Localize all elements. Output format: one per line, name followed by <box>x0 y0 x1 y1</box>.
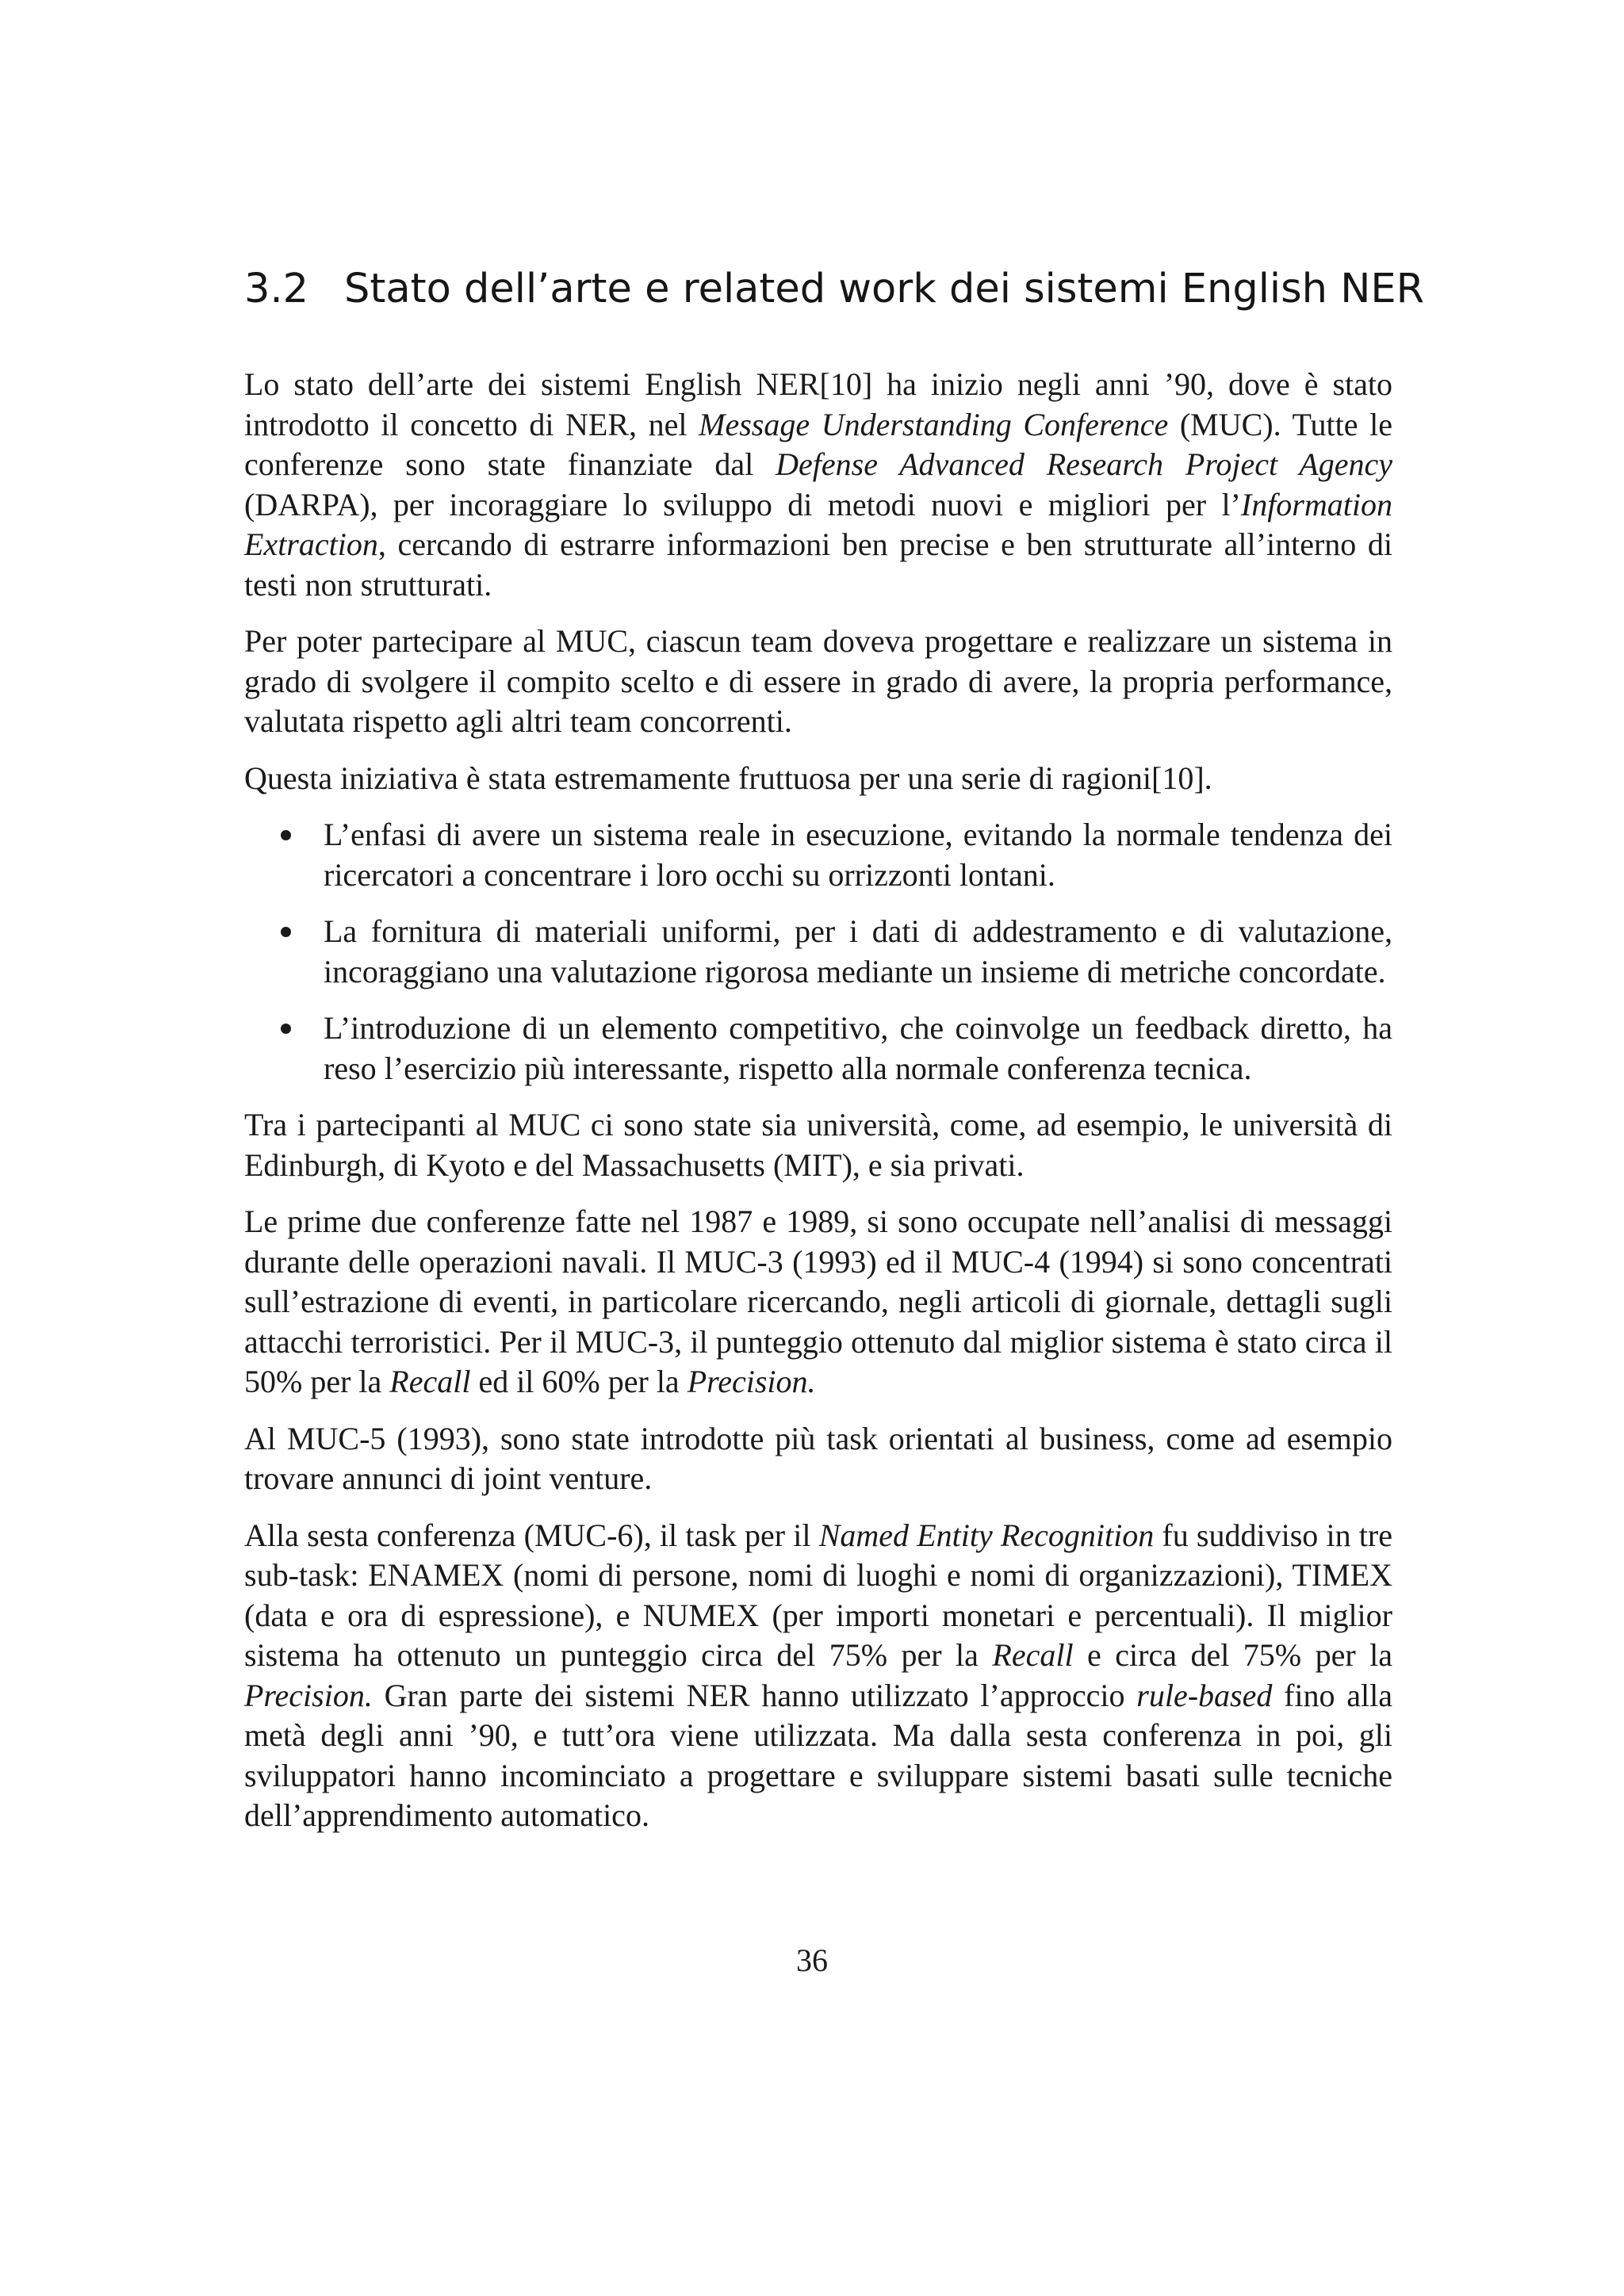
text-run: fu suddiviso in tre sub-task: ENAMEX (nomi di persone, nomi di luoghi e nomi di organizzazioni), TIMEX (data e ora di espressione), e NUMEX (per importi monetari e percentuali). Il miglior sistema ha ottenuto un punteggio circa del 75% per la <box>244 1517 1392 1673</box>
body-text <box>244 365 1392 1853</box>
text-run: , cercando di estrarre informazioni ben precise e ben strutturate all’interno di testi non strutturati. <box>244 526 1392 603</box>
italic-term: Defense Advanced Research Project Agency <box>776 446 1392 482</box>
paragraph-initiative: Questa iniziativa è stata estremamente fruttuosa per una serie di ragioni[10]. <box>244 760 1212 796</box>
section-number: 3.2 <box>244 266 309 312</box>
text-run: Lo stato dell’arte dei sistemi English NER[10] ha inizio negli anni ’90, dove è stato introdotto il concetto di NER, nel <box>244 366 1392 442</box>
italic-term: Recall <box>992 1637 1074 1673</box>
paragraph-muc6 <box>244 1516 1392 1836</box>
paragraph-intro <box>244 365 1392 605</box>
section-heading <box>244 262 1424 317</box>
list-item: La fornitura di materiali uniformi, per i dati di addestramento e di valutazione, incoraggiano una valutazione rigorosa mediante un insieme di metriche concordate. <box>324 912 1392 992</box>
text-run: e circa del 75% per la <box>1073 1637 1392 1673</box>
italic-term: Recall <box>389 1364 471 1399</box>
text-run: (MUC). Tutte le conferenze sono state finanziate dal <box>244 406 1392 482</box>
paragraph-participants: Tra i partecipanti al MUC ci sono state sia università, come, ad esempio, le università di Edinburgh, di Kyoto e del Massachusetts (MIT), e sia privati. <box>244 1107 1392 1183</box>
italic-term: Named Entity Recognition <box>818 1517 1155 1553</box>
page-number: 36 <box>796 1942 828 1978</box>
reasons-list <box>244 815 1392 1089</box>
text-run: fino alla metà degli anni ’90, e tutt’ora viene utilizzata. Ma dalla sesta conferenza in poi, gli sviluppatori hanno incominciato a progettare e sviluppare sistemi basati sulle tecniche dell’apprendimento automatico. <box>244 1677 1392 1833</box>
italic-term: Precision. <box>687 1364 816 1399</box>
paragraph-first-conferences <box>244 1202 1392 1402</box>
text-run: ed il 60% per la <box>470 1364 688 1399</box>
paragraph-participation: Per poter partecipare al MUC, ciascun team doveva progettare e realizzare un sistema in grado di svolgere il compito scelto e di essere in grado di avere, la propria performance, valutata rispetto agli altri team concorrenti. <box>244 623 1392 739</box>
list-item: L’enfasi di avere un sistema reale in esecuzione, evitando la normale tendenza dei ricercatori a concentrare i loro occhi su orrizzonti lontani. <box>324 815 1392 895</box>
text-run: Le prime due conferenze fatte nel 1987 e 1989, si sono occupate nell’analisi di messaggi durante delle operazioni navali. Il MUC-3 (1993) ed il MUC-4 (1994) si sono concentrati sull’estrazione di eventi, in particolare ricercando, negli articoli di giornale, dettagli sugli attacchi terroristici. Per il MUC-3, il punteggio ottenuto dal miglior sistema è stato circa il 50% per la <box>244 1203 1392 1399</box>
italic-term: Precision. <box>244 1677 373 1713</box>
italic-term: Message Understanding Conference <box>699 406 1169 442</box>
list-item: L’introduzione di un elemento competitivo, che coinvolge un feedback diretto, ha reso l’esercizio più interessante, rispetto alla normale conferenza tecnica. <box>324 1008 1392 1089</box>
text-run: Gran parte dei sistemi NER hanno utilizzato l’approccio <box>372 1677 1137 1713</box>
italic-term: Information Extraction <box>244 486 1392 562</box>
text-run: Alla sesta conferenza (MUC-6), il task per il <box>244 1517 819 1553</box>
italic-term: rule-based <box>1136 1677 1273 1713</box>
text-run: (DARPA), per incoraggiare lo sviluppo di metodi nuovi e migliori per l’ <box>244 486 1241 522</box>
paragraph-muc5: Al MUC-5 (1993), sono state introdotte più task orientati al business, come ad esempio trovare annunci di joint venture. <box>244 1420 1392 1496</box>
section-title: Stato dell’arte e related work dei sistemi English NER <box>344 266 1425 312</box>
